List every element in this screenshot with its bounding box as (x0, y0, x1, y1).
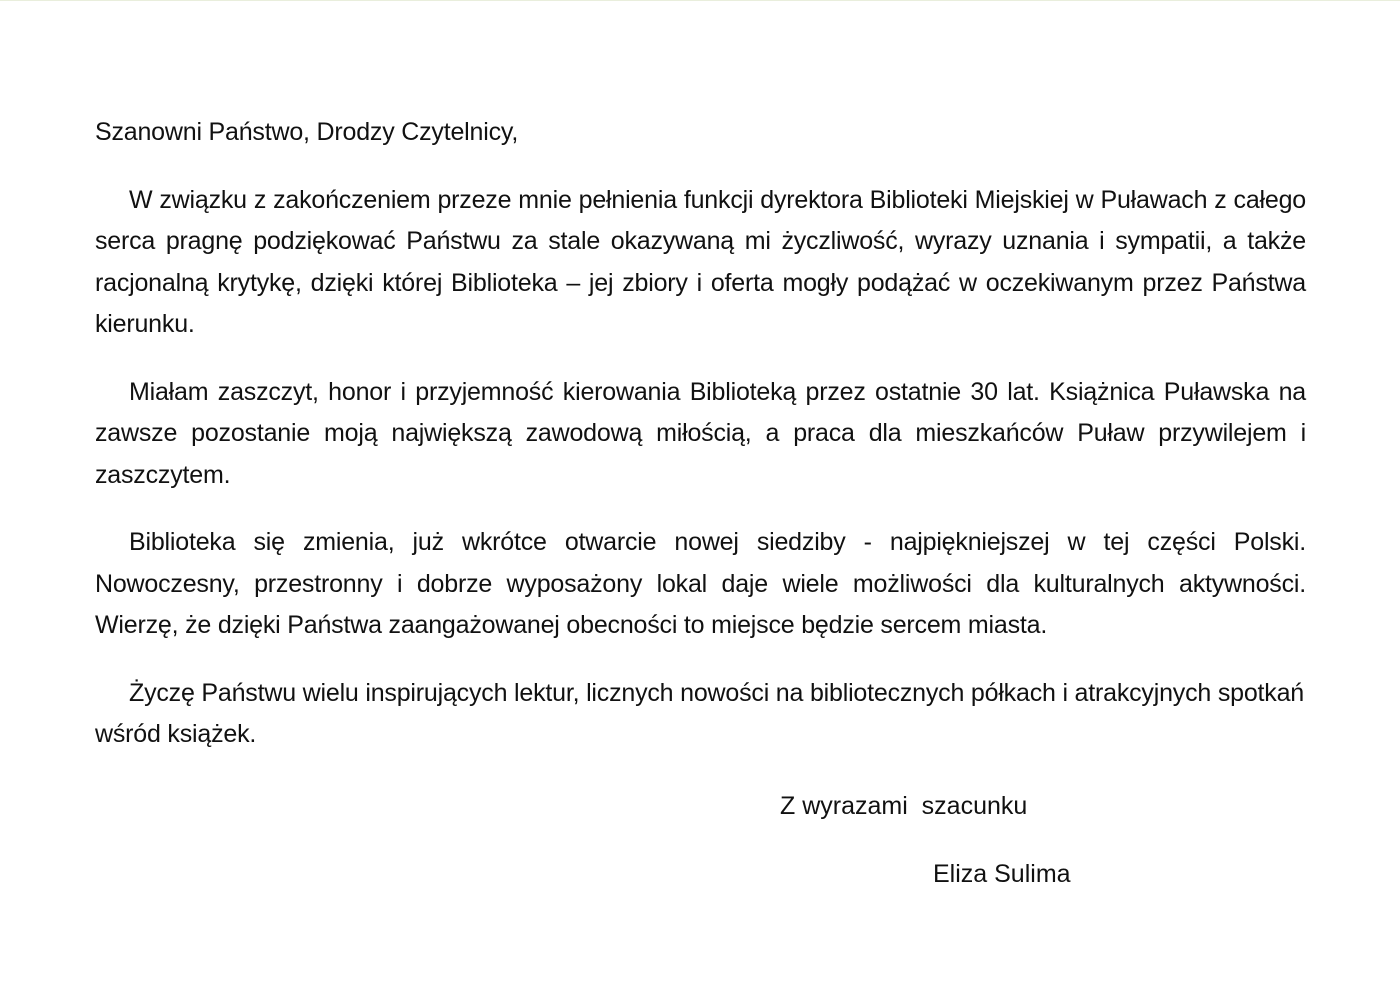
letter-signature: Eliza Sulima (933, 860, 1071, 888)
letter-paragraph: Biblioteka się zmienia, już wkrótce otwarcie nowej siedziby - najpiękniejszej w tej części Polski. Nowoczesny, przestronny i dobrze wyposażony lokal daje wiele możliwości dla kulturalnych aktywności. Wierzę, że dzięki Państwa zaangażowanej obecności to miejsce będzie sercem miasta. (95, 528, 1306, 639)
letter-salutation: Szanowni Państwo, Drodzy Czytelnicy, (95, 118, 519, 146)
letter-body (95, 112, 1306, 782)
page-top-edge (0, 0, 1400, 1)
letter-paragraph: Życzę Państwu wielu inspirujących lektur, licznych nowości na bibliotecznych półkach i atrakcyjnych spotkań wśród książek. (95, 678, 1304, 748)
letter-paragraph: W związku z zakończeniem przeze mnie pełnienia funkcji dyrektora Biblioteki Miejskiej w Puławach z całego serca pragnę podziękować Państwu za stale okazywaną mi życzliwość, wyrazy uznania i sympatii, a także racjonalną krytykę, dzięki której Biblioteka – jej zbiory i oferta mogły podążać w oczekiwanym przez Państwa kierunku. (95, 185, 1306, 338)
letter-paragraph: Miałam zaszczyt, honor i przyjemność kierowania Biblioteką przez ostatnie 30 lat. Książnica Puławska na zawsze pozostanie moją największą zawodową miłością, a praca dla mieszkańców Puław przywilejem i zaszczytem. (95, 377, 1306, 489)
letter-closing: Z wyrazami szacunku (780, 792, 1028, 820)
